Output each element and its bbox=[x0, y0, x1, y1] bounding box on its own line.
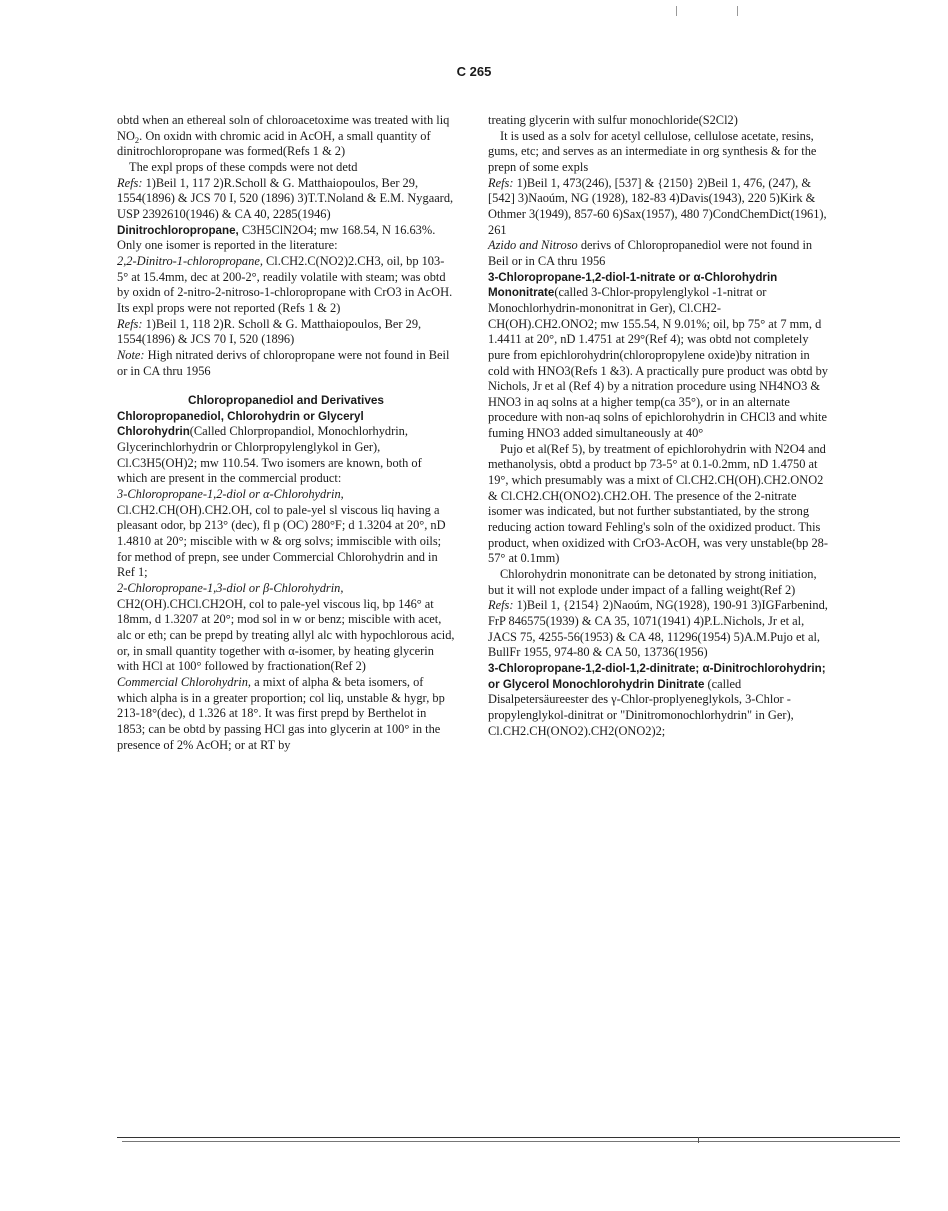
entry-chlorohydrin-dinitrate: 3-Chloropropane-1,2-diol-1,2-dinitrate; α-Dinitrochlorohydrin; or Glycerol Monochlorohydrin Dinitrate (called Disalpetersäureester des γ-Chlor-proplyeneglykols, 3-Chlor -propylenglykol-dinitrat or "Dinitromonochlorhydrin" in Ger), Cl.CH2.CH(ONO2).CH2(ONO2)2; bbox=[488, 661, 826, 738]
page-number: C 265 bbox=[456, 64, 492, 79]
entry-alpha-chlorohydrin: 3-Chloropropane-1,2-diol or α-Chlorohydrin, Cl.CH2.CH(OH).CH2.OH, col to pale-yel sl viscous liq having a pleasant odor, bp 213° (dec), fl p (OC) 280°F; d 1.3204 at 20°, nD 1.4810 at 20°; miscible with w & org solvs; immiscible with oils; for method of prepn, see under Commercial Chlorohydrin and in Ref 1; bbox=[117, 487, 446, 580]
references-1: Refs: 1)Beil 1, 117 2)R.Scholl & G. Matthaiopoulos, Ber 29, 1554(1896) & JCS 70 I, 520 (1896) 3)T.T.Noland & E.M. Nygaard, USP 2392610(1946) & CA 40, 2285(1946) bbox=[117, 175, 454, 221]
paragraph-glycerin-treatment: treating glycerin with sulfur monochloride(S2Cl2) bbox=[488, 113, 738, 127]
scan-mark-top-2 bbox=[737, 6, 738, 16]
note: Note: High nitrated derivs of chloropropane were not found in Beil or in CA thru 1956 bbox=[117, 347, 450, 378]
entry-dinitrochloropropane: Dinitrochloropropane, C3H5ClN2O4; mw 168.54, N 16.63%. Only one isomer is reported in the literature: bbox=[117, 222, 436, 253]
paragraph-expl-props: The expl props of these compds were not detd bbox=[129, 159, 358, 174]
entry-commercial-chlorohydrin: Commercial Chlorohydrin, a mixt of alpha & beta isomers, of which alpha is in a greater proportion; col liq, unstable & hygr, bp 213-18°(dec), d 1.326 at 18°. It was first prepd by Berthelot in 1853; can be obtd by passing HCl gas into glycerin at 100° in the presence of 2% AcOH; or at RT by bbox=[117, 674, 445, 752]
footer-rule-tick bbox=[698, 1137, 699, 1143]
references-4: Refs: 1)Beil 1, {2154} 2)Naoúm, NG(1928), 190-91 3)IGFarbenind, FrP 846575(1939) & CA 35, 1071(1941) 4)P.L.Nichols, Jr et al, JACS 75, 4255-56(1953) & CA 48, 11296(1954) 5)A.M.Pujo et al, BullFr 1955, 974-80 & CA 50, 13736(1956) bbox=[488, 598, 828, 660]
footer-rule-thin bbox=[122, 1141, 900, 1142]
paragraph-oxidation: obtd when an ethereal soln of chloroacetoxime was treated with liq $NO_2$. On oxidn with chromic acid in AcOH, a small quantity of dinitrochloropropane was formed(Refs 1 & 2) bbox=[117, 113, 450, 159]
left-column bbox=[117, 113, 455, 753]
entry-beta-chlorohydrin: 2-Chloropropane-1,3-diol or β-Chlorohydrin, CH2(OH).CHCl.CH2OH, col to pale-yel viscous liq, bp 146° at 18mm, d 1.3207 at 20°; mod sol in w or benz; miscible with acet, alc or eth; can be prepd by treating allyl alc with hypochlorous acid, or, in small quantity together with α-isomer, by heating glycerin with HCl at 100° followed by fractionation(Ref 2) bbox=[117, 581, 455, 674]
references-3: Refs: 1)Beil 1, 473(246), [537] & {2150} 2)Beil 1, 476, (247), & [542] 3)Naoúm, NG (1928), 182-83 4)Davis(1943), 220 5)Kirk & Othmer 3(1949), 857-60 6)Sax(1957), 480 7)CondChemDict(1961), 261 bbox=[488, 175, 827, 237]
paragraph-pujo: Pujo et al(Ref 5), by treatment of epichlorohydrin with N2O4 and methanolysis, obtd a product bp 73-5° at 0.1-0.2mm, nD 1.4750 at 19°, which presumably was a mixt of Cl.CH2.CH(OH).CH2.ONO2 & Cl.CH2.CH(ONO2).CH2.OH. The presence of the 2-nitrate isomer was indicated, but not further substantiated, by the strong reducing action toward Fehling's soln of the oxidized product. This product, when oxidized with CrO3-AcOH, was very unstable(bp 28-57° at 0.1mm) bbox=[488, 441, 828, 566]
right-column bbox=[488, 113, 828, 739]
paragraph-detonation: Chlorohydrin mononitrate can be detonated by strong initiation, but it will not explode under impact of a falling weight(Ref 2) bbox=[488, 567, 817, 597]
entry-chlorohydrin-mononitrate: 3-Chloropropane-1,2-diol-1-nitrate or α-Chlorohydrin Mononitrate(called 3-Chlor-propylenglykol -1-nitrat or Monochlorhydrin-mononitrat in Ger), Cl.CH2-CH(OH).CH2.ONO2; mw 155.54, N 9.01%; oil, bp 75° at 7 mm, d 1.4411 at 20°, nD 1.4751 at 29°(Ref 4); was obtd not completely pure from epichlorohydrin(chloropropylene oxide)by nitration in cold with HNO3(Refs 1 &3). A practically pure product was obtd by Nichols, Jr et al (Ref 4) by a nitration procedure using NH4NO3 & HNO3 in aq solns at a higher temp(ca 35°), or in an alternate procedure with non-aq solns of epichlorohydrin in CHCl3 and white fuming HNO3 added simultaneously at 40° bbox=[488, 270, 828, 441]
scan-mark-top-1 bbox=[676, 6, 677, 16]
paragraph-uses: It is used as a solv for acetyl cellulose, cellulose acetate, resins, gums, etc; and serves as an intermediate in org synthesis & for the prepn of some expls bbox=[488, 128, 817, 174]
section-title: Chloropropanediol and Derivatives bbox=[188, 393, 384, 408]
entry-azido-nitroso: Azido and Nitroso derivs of Chloropropanediol were not found in Beil or in CA thru 1956 bbox=[488, 238, 813, 268]
entry-chloropropanediol: Chloropropanediol, Chlorohydrin or Glyceryl Chlorohydrin(Called Chlorpropandiol, Monochlorhydrin, Glycerinchlorhydrin or Chlorpropylenglykol in Ger), Cl.C3H5(OH)2; mw 110.54. Two isomers are known, both of which are present in the commercial product: bbox=[117, 409, 422, 486]
entry-dinitro-chloropropane-isomer: 2,2-Dinitro-1-chloropropane, Cl.CH2.C(NO2)2.CH3, oil, bp 103-5° at 15.4mm, dec at 200-2°, readily volatile with steam; was obtd by oxidn of 2-nitro-2-nitroso-1-chloropropane with CrO3 in AcOH. Its expl props were not reported (Refs 1 & 2) bbox=[117, 253, 453, 315]
references-2: Refs: 1)Beil 1, 118 2)R. Scholl & G. Matthaiopoulos, Ber 29, 1554(1896) & JCS 70 I, 520 (1896) bbox=[117, 316, 422, 347]
footer-rule bbox=[117, 1137, 900, 1138]
